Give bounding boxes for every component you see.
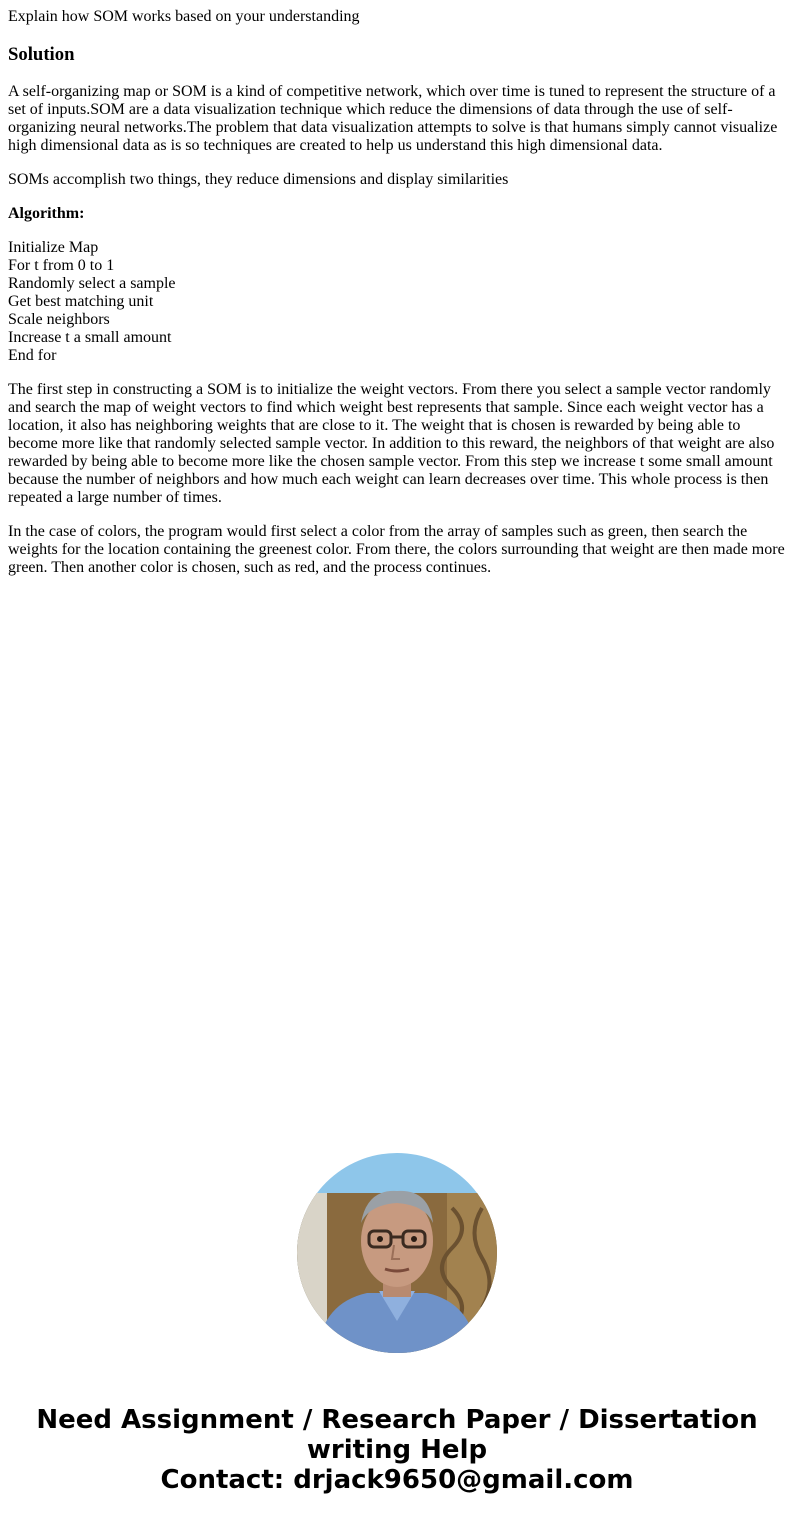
algorithm-step: Initialize Map	[8, 239, 99, 256]
algorithm-heading	[8, 205, 786, 223]
solution-heading: Solution	[8, 44, 75, 65]
algorithm-heading-text: Algorithm:	[8, 205, 85, 222]
colors-example-paragraph: In the case of colors, the program would first select a color from the array of samples such as green, then search the weights for the location containing the greenest color. From there, the colors surrounding that weight are then made more green. Then another color is chosen, such as red, and the process continues.	[8, 523, 785, 576]
explanation-paragraph: The first step in constructing a SOM is to initialize the weight vectors. From there you select a sample vector randomly and search the map of weight vectors to find which weight best represents that sample. Since each weight vector has a location, it also has neighboring weights that are close to it. The weight that is chosen is rewarded by being able to become more like that randomly selected sample vector. In addition to this reward, the neighbors of that weight are also rewarded by being able to become more like the chosen sample vector. From this step we increase t some small amount because the number of neighbors and how much each weight can learn decreases over time. This whole process is then repeated a large number of times.	[8, 381, 775, 506]
document-content	[8, 8, 786, 593]
algorithm-step: Increase t a small amount	[8, 329, 172, 346]
algorithm-step: Randomly select a sample	[8, 275, 176, 292]
promo-line: writing Help	[306, 1435, 488, 1465]
author-avatar	[297, 1153, 497, 1353]
algorithm-step: Scale neighbors	[8, 311, 110, 328]
summary-paragraph: SOMs accomplish two things, they reduce dimensions and display similarities	[8, 171, 509, 188]
promo-contact: Contact: drjack9650@gmail.com	[160, 1465, 634, 1495]
intro-paragraph: A self-organizing map or SOM is a kind of competitive network, which over time is tuned to represent the structure of a set of inputs.SOM are a data visualization technique which reduce the dimensions of data through the use of self-organizing neural networks.The problem that data visualization attempts to solve is that humans simply cannot visualize high dimensional data as is so techniques are created to help us understand this high dimensional data.	[8, 83, 778, 154]
algorithm-steps	[8, 239, 786, 365]
promo-footer	[0, 1153, 794, 1495]
algorithm-step: For t from 0 to 1	[8, 257, 115, 274]
algorithm-step: Get best matching unit	[8, 293, 154, 310]
promo-line: Need Assignment / Research Paper / Dissertation	[36, 1405, 758, 1435]
algorithm-step: End for	[8, 347, 57, 364]
question-text: Explain how SOM works based on your understanding	[8, 8, 360, 25]
promo-text	[0, 1405, 794, 1495]
